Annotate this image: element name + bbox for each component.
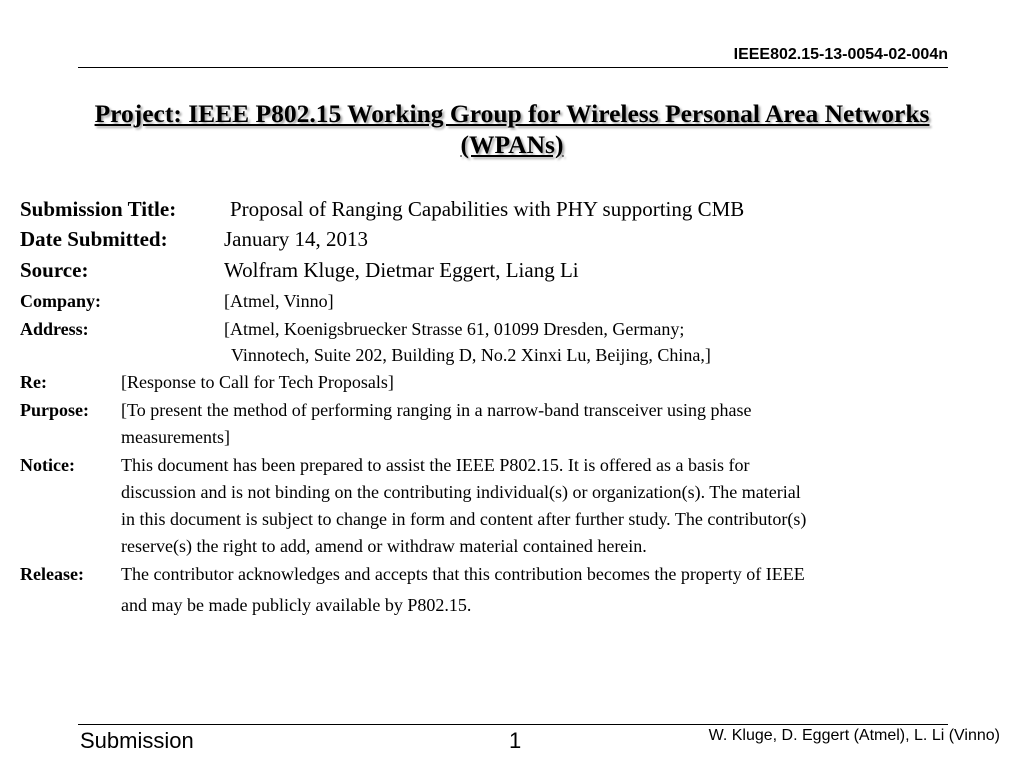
date-submitted-row	[20, 227, 368, 252]
company-row	[20, 291, 334, 312]
address-label: Address:	[20, 319, 89, 339]
release-line-1: The contributor acknowledges and accepts that this contribution becomes the property of IEEE	[121, 564, 805, 584]
header-divider	[78, 67, 948, 68]
source-label: Source:	[20, 258, 89, 282]
source-value: Wolfram Kluge, Dietmar Eggert, Liang Li	[224, 258, 579, 282]
notice-line-4: reserve(s) the right to add, amend or withdraw material contained herein.	[121, 536, 647, 556]
source-row	[20, 258, 579, 283]
re-label: Re:	[20, 372, 47, 392]
submission-title-row	[20, 197, 744, 222]
project-title	[30, 98, 994, 160]
address-row	[20, 319, 684, 340]
notice-line-2: discussion and is not binding on the contributing individual(s) or organization(s). The material	[121, 482, 801, 502]
footer-divider	[78, 724, 948, 725]
submission-title-label: Submission Title:	[20, 197, 177, 221]
footer-submission: Submission	[80, 728, 194, 753]
submission-title-value: Proposal of Ranging Capabilities with PHY supporting CMB	[230, 197, 745, 221]
address-line-1: [Atmel, Koenigsbruecker Strasse 61, 01099 Dresden, Germany;	[224, 319, 685, 339]
date-submitted-value: January 14, 2013	[224, 227, 369, 251]
notice-line-3: in this document is subject to change in form and content after further study. The contributor(s)	[121, 509, 807, 529]
purpose-label: Purpose:	[20, 400, 89, 420]
company-label: Company:	[20, 291, 102, 311]
project-title-line-2: (WPANs)	[460, 130, 564, 159]
date-submitted-label: Date Submitted:	[20, 227, 168, 251]
company-value: [Atmel, Vinno]	[224, 291, 334, 311]
page-number: 1	[509, 728, 522, 753]
notice-line-1: This document has been prepared to assist the IEEE P802.15. It is offered as a basis for	[121, 455, 750, 475]
release-label: Release:	[20, 564, 84, 584]
release-line-2: and may be made publicly available by P802.15.	[121, 595, 472, 615]
purpose-line-1: [To present the method of performing ranging in a narrow-band transceiver using phase	[121, 400, 752, 420]
purpose-line-2: measurements]	[121, 427, 230, 447]
project-title-line-1: Project: IEEE P802.15 Working Group for Wireless Personal Area Networks	[94, 99, 930, 128]
re-value: [Response to Call for Tech Proposals]	[121, 372, 394, 392]
address-line-2: Vinnotech, Suite 202, Building D, No.2 Xinxi Lu, Beijing, China,]	[231, 345, 711, 365]
footer-authors: W. Kluge, D. Eggert (Atmel), L. Li (Vinno)	[708, 727, 1000, 744]
document-id: IEEE802.15-13-0054-02-004n	[733, 46, 948, 63]
notice-label: Notice:	[20, 455, 75, 475]
